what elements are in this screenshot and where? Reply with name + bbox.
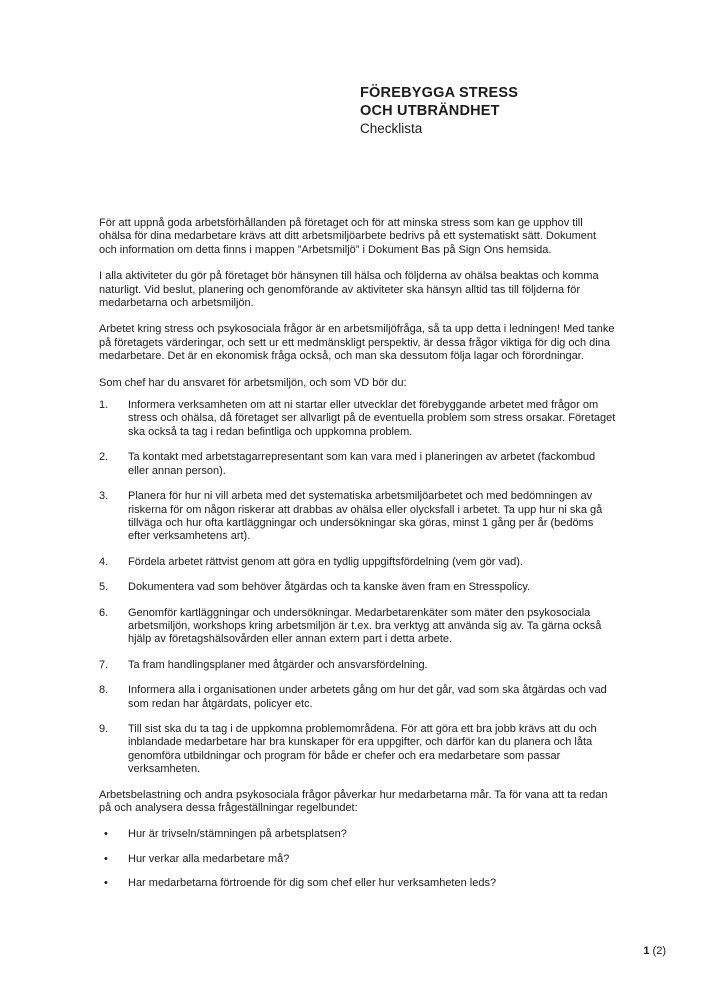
numbered-list [99, 399, 616, 777]
numbered-item-8 [99, 684, 616, 711]
document-title-line1: FÖREBYGGA STRESS [360, 85, 519, 101]
item-text: Informera alla i organisationen under arbetets gång om hur det går, vad som ska åtgärdas och vad som redan har åtgärdats, policyer etc. [128, 684, 607, 710]
bullet-list [99, 828, 616, 890]
paragraph-intro-2: I alla aktiviteter du gör på företaget bör hänsynen till hälsa och följderna av ohälsa beaktas och komma naturligt. Vid beslut, planering och genomförande av aktiviteter ska hänsyn alltid tas till följderna för medarbetarna och arbetsmiljön. [99, 270, 599, 310]
document-header [360, 84, 640, 138]
item-text: Informera verksamheten om att ni startar eller utvecklar det förebyggande arbetet med frågor om stress och ohälsa, då företaget ser allvarligt på de eventuella problem som stress orsakar. Företaget ska också ta tag i redan befintliga och uppkomna problem. [128, 399, 616, 438]
item-number: 5. [99, 581, 109, 594]
numbered-item-3 [99, 490, 616, 544]
item-number: 1. [99, 399, 109, 412]
closing-paragraph: Arbetsbelastning och andra psykosociala frågor påverkar hur medarbetarna mår. Ta för vana att ta redan på och analysera dessa frågeställningar regelbundet: [99, 788, 608, 814]
bullet-item-3 [99, 877, 616, 890]
item-number: 2. [99, 451, 109, 464]
item-text: Till sist ska du ta tag i de uppkomna problemområdena. För att göra ett bra jobb krävs att du och inblandade medarbetare har bra kunskaper för era uppgifter, och därför kan du planera och låta genomföra utbildningar och program för både er chefer och era medarbetare som passar verksamheten. [128, 722, 597, 776]
item-text: Ta fram handlingsplaner med åtgärder och ansvarsfördelning. [128, 658, 428, 671]
numbered-item-6 [99, 607, 616, 647]
page-number [643, 945, 666, 958]
bullet-item-1 [99, 828, 616, 841]
page-number-current: 1 [643, 945, 650, 957]
item-text: Planera för hur ni vill arbeta med det systematiska arbetsmiljöarbetet och med bedömningen av riskerna för om någon riskerar att drabbas av ohälsa eller olycksfall i arbetet. Ta upp hur ni ska gå tillväga och hur ofta kartläggningar och undersökningar ska göras, minst 1 gång per år (bedöms efter verksamhetens art). [128, 490, 603, 543]
item-number: 6. [99, 606, 109, 619]
item-text: Genomför kartläggningar och undersökningar. Medarbetarenkäter som mäter den psykosociala arbetsmiljön, workshops kring arbetsmiljön är t.ex. bra verktyg att använda sig av. Ta gärna också hjälp av företagshälsovården eller annan extern part i detta arbete. [128, 606, 602, 646]
document-body [99, 217, 616, 902]
numbered-item-4 [99, 556, 616, 569]
item-number: 4. [99, 555, 109, 568]
item-number: 7. [99, 658, 109, 671]
item-number: 9. [99, 722, 109, 735]
bullet-item-2 [99, 853, 616, 866]
document-subtitle: Checklista [360, 121, 423, 136]
bullet-icon: • [104, 877, 108, 890]
item-text: Ta kontakt med arbetstagarrepresentant som kan vara med i planeringen av arbetet (fackombud eller annan person). [128, 451, 596, 477]
numbered-item-5 [99, 581, 616, 594]
bullet-icon: • [104, 852, 108, 865]
numbered-item-1 [99, 399, 616, 439]
numbered-list-intro: Som chef har du ansvaret för arbetsmiljön, och som VD bör du: [99, 376, 407, 389]
item-text: Dokumentera vad som behöver åtgärdas och ta kanske även fram en Stresspolicy. [128, 581, 531, 594]
numbered-item-9 [99, 723, 616, 777]
numbered-item-2 [99, 451, 616, 478]
paragraph-intro-3: Arbetet kring stress och psykosociala frågor är en arbetsmiljöfråga, så ta upp detta i ledningen! Med tanke på företagets värderingar, och sett ur ett medmänskligt perspektiv, är dessa frågor viktiga för dig och dina medarbetare. Det är en ekonomisk fråga också, och man ska dessutom följa lagar och förordningar. [99, 323, 615, 363]
bullet-text: Har medarbetarna förtroende för dig som chef eller hur verksamheten leds? [128, 877, 497, 890]
bullet-text: Hur verkar alla medarbetare må? [128, 852, 290, 865]
bullet-text: Hur är trivseln/stämningen på arbetsplatsen? [128, 828, 347, 841]
bullet-icon: • [104, 828, 108, 841]
document-title-line2: OCH UTBRÄNDHET [360, 103, 500, 119]
page-number-total: (2) [649, 945, 666, 957]
paragraph-intro-1: För att uppnå goda arbetsförhållanden på företaget och för att minska stress som kan ge upphov till ohälsa för dina medarbetare krävs att ditt arbetsmiljöarbete bedrivs på ett systematiskt sätt. Dokument och information om detta finns i mappen ”Arbetsmiljö” i Dokument Bas på Sign Ons hemsida. [99, 217, 597, 256]
item-number: 8. [99, 684, 109, 697]
item-number: 3. [99, 490, 109, 503]
item-text: Fördela arbetet rättvist genom att göra en tydlig uppgiftsfördelning (vem gör vad). [128, 555, 523, 568]
numbered-item-7 [99, 659, 616, 672]
